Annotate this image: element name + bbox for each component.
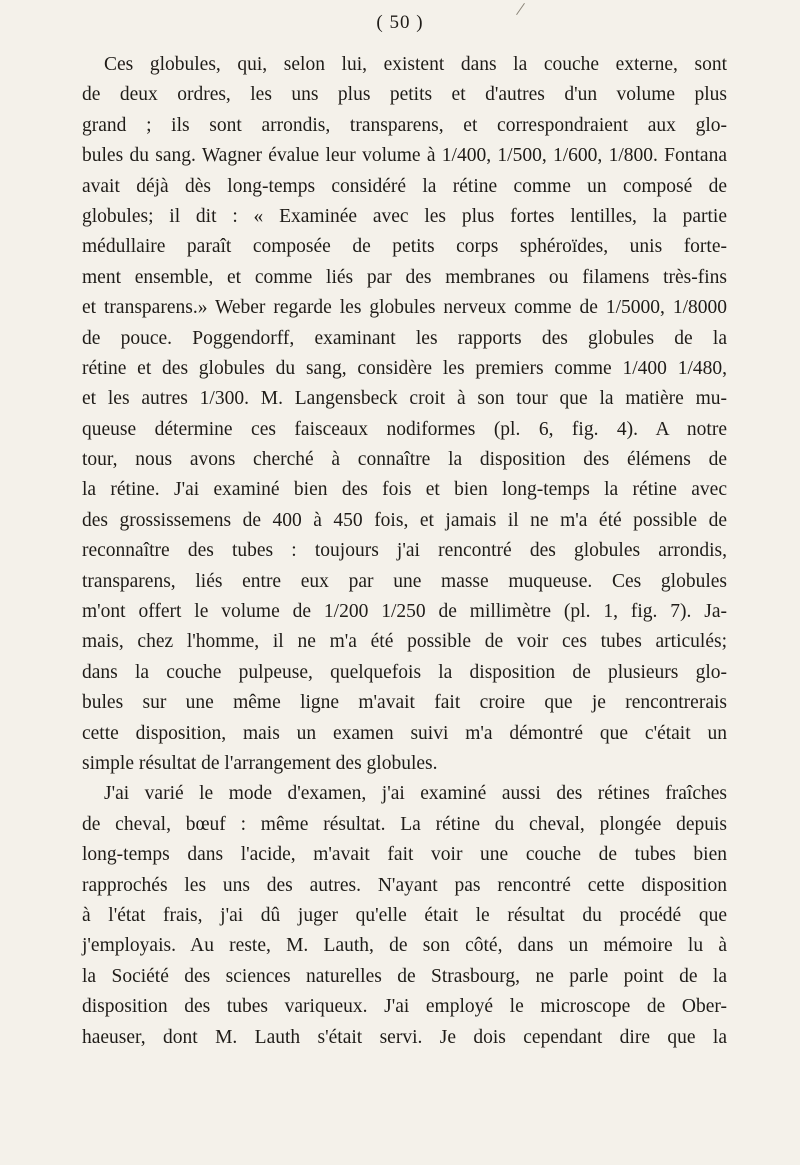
text-line: de deux ordres, les uns plus petits et d'autres d'un volume plus [82, 84, 727, 106]
text-line: de cheval, bœuf : même résultat. La rétine du cheval, plongée depuis [82, 813, 727, 835]
text-line: long-temps dans l'acide, m'avait fait voir une couche de tubes bien [82, 844, 727, 866]
text-line: globules; il dit : « Examinée avec les plus fortes lentilles, la partie [82, 205, 727, 227]
text-line: queuse détermine ces faisceaux nodiformes (pl. 6, fig. 4). A notre [82, 418, 727, 440]
text-line: j'employais. Au reste, M. Lauth, de son côté, dans un mémoire lu à [82, 935, 727, 957]
text-line: la Société des sciences naturelles de Strasbourg, ne parle point de la [82, 965, 727, 987]
text-line: J'ai varié le mode d'examen, j'ai examiné aussi des rétines fraîches [104, 783, 727, 805]
text-line: reconnaître des tubes : toujours j'ai rencontré des globules arrondis, [82, 540, 727, 562]
text-line: tour, nous avons cherché à connaître la disposition des élémens de [82, 449, 727, 471]
body-text [82, 50, 727, 1053]
text-line: et les autres 1/300. M. Langensbeck croit à son tour que la matière mu- [82, 388, 727, 410]
text-line: haeuser, dont M. Lauth s'était servi. Je dois cependant dire que la [82, 1026, 727, 1048]
text-line: avait déjà dès long-temps considéré la rétine comme un composé de [82, 175, 727, 197]
text-line: la rétine. J'ai examiné bien des fois et bien long-temps la rétine avec [82, 479, 727, 501]
text-line: à l'état frais, j'ai dû juger qu'elle était le résultat du procédé que [82, 904, 727, 926]
text-line: dans la couche pulpeuse, quelquefois la disposition de plusieurs glo- [82, 661, 727, 683]
text-line: Ces globules, qui, selon lui, existent dans la couche externe, sont [104, 54, 727, 75]
text-line: mais, chez l'homme, il ne m'a été possible de voir ces tubes articulés; [82, 631, 727, 653]
text-line: grand ; ils sont arrondis, transparens, et correspondraient aux glo- [82, 114, 727, 136]
text-line: disposition des tubes variqueux. J'ai employé le microscope de Ober- [82, 996, 727, 1018]
text-line: de pouce. Poggendorff, examinant les rapports des globules de la [82, 327, 727, 349]
text-line: simple résultat de l'arrangement des globules. [82, 752, 438, 774]
text-line: m'ont offert le volume de 1/200 1/250 de millimètre (pl. 1, fig. 7). Ja- [82, 601, 727, 623]
text-line: des grossissemens de 400 à 450 fois, et jamais il ne m'a été possible de [82, 509, 727, 531]
text-line: bules sur une même ligne m'avait fait croire que je rencontrerais [82, 692, 727, 714]
text-line: bules du sang. Wagner évalue leur volume à 1/400, 1/500, 1/600, 1/800. Fontana [82, 145, 727, 167]
text-line: médullaire paraît composée de petits corps sphéroïdes, unis forte- [82, 236, 727, 258]
text-line: ment ensemble, et comme liés par des membranes ou filamens très-fins [82, 266, 727, 288]
text-line: et transparens.» Weber regarde les globules nerveux comme de 1/5000, 1/8000 [82, 297, 727, 319]
text-line: rétine et des globules du sang, considère les premiers comme 1/400 1/480, [82, 357, 727, 379]
text-line: rapprochés les uns des autres. N'ayant pas rencontré cette disposition [82, 874, 727, 896]
page-number: ( 50 ) [376, 12, 424, 33]
text-line: transparens, liés entre eux par une masse muqueuse. Ces globules [82, 570, 727, 592]
text-line: cette disposition, mais un examen suivi m'a démontré que c'était un [82, 722, 727, 744]
